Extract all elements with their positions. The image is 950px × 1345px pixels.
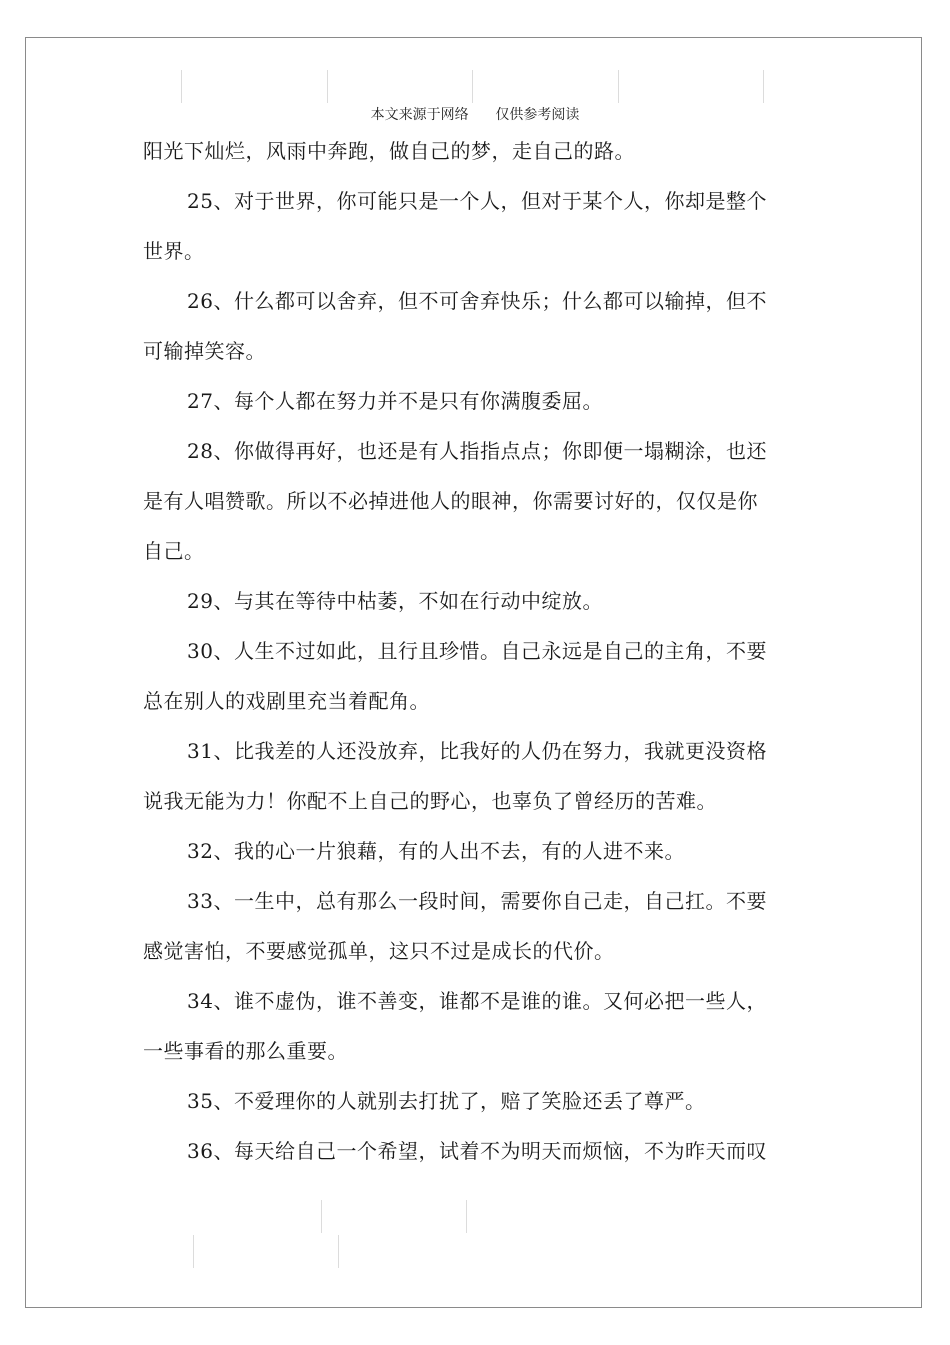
text-line: 32、我的心一片狼藉，有的人出不去，有的人进不来。 bbox=[187, 839, 685, 863]
text-line: 33、一生中，总有那么一段时间，需要你自己走，自己扛。不要 bbox=[187, 889, 767, 913]
text-line: 36、每天给自己一个希望，试着不为明天而烦恼，不为昨天而叹 bbox=[187, 1139, 767, 1163]
paragraph-30 bbox=[143, 626, 783, 726]
page-header bbox=[0, 104, 950, 124]
paragraph-33 bbox=[143, 876, 783, 976]
top-divider-1 bbox=[181, 70, 182, 103]
text-line: 35、不爱理你的人就别去打扰了，赔了笑脸还丢了尊严。 bbox=[187, 1089, 706, 1113]
text-line: 29、与其在等待中枯萎，不如在行动中绽放。 bbox=[187, 589, 603, 613]
bottom-divider-2 bbox=[466, 1200, 467, 1233]
top-divider-3 bbox=[472, 70, 473, 103]
paragraph-32 bbox=[143, 826, 783, 876]
text-line: 自己。 bbox=[143, 539, 205, 563]
text-line: 一些事看的那么重要。 bbox=[143, 1039, 348, 1063]
text-line: 世界。 bbox=[143, 239, 205, 263]
text-line: 34、谁不虚伪，谁不善变，谁都不是谁的谁。又何必把一些人， bbox=[187, 989, 767, 1013]
paragraph-31 bbox=[143, 726, 783, 826]
paragraph-34 bbox=[143, 976, 783, 1076]
text-line: 26、什么都可以舍弃，但不可舍弃快乐；什么都可以输掉，但不 bbox=[187, 289, 767, 313]
text-line: 31、比我差的人还没放弃，比我好的人仍在努力，我就更没资格 bbox=[187, 739, 767, 763]
text-line: 28、你做得再好，也还是有人指指点点；你即便一塌糊涂，也还 bbox=[187, 439, 767, 463]
paragraph-29 bbox=[143, 576, 783, 626]
text-line: 说我无能为力！你配不上自己的野心，也辜负了曾经历的苦难。 bbox=[143, 789, 717, 813]
top-divider-2 bbox=[327, 70, 328, 103]
text-line: 阳光下灿烂，风雨中奔跑，做自己的梦，走自己的路。 bbox=[143, 139, 635, 163]
bottom-divider-4 bbox=[338, 1235, 339, 1268]
paragraph-intro bbox=[143, 126, 783, 176]
bottom-divider-1 bbox=[321, 1200, 322, 1233]
paragraph-26 bbox=[143, 276, 783, 376]
paragraph-25 bbox=[143, 176, 783, 276]
text-line: 感觉害怕，不要感觉孤单，这只不过是成长的代价。 bbox=[143, 939, 615, 963]
text-line: 27、每个人都在努力并不是只有你满腹委屈。 bbox=[187, 389, 603, 413]
paragraph-36 bbox=[143, 1126, 783, 1176]
header-note: 仅供参考阅读 bbox=[495, 107, 580, 123]
text-line: 总在别人的戏剧里充当着配角。 bbox=[143, 689, 430, 713]
bottom-divider-3 bbox=[193, 1235, 194, 1268]
paragraph-27 bbox=[143, 376, 783, 426]
paragraph-28 bbox=[143, 426, 783, 576]
header-source: 本文来源于网络 bbox=[370, 107, 469, 123]
text-line: 25、对于世界，你可能只是一个人，但对于某个人，你却是整个 bbox=[187, 189, 767, 213]
paragraph-35 bbox=[143, 1076, 783, 1126]
text-line: 30、人生不过如此，且行且珍惜。自己永远是自己的主角，不要 bbox=[187, 639, 767, 663]
text-line: 可输掉笑容。 bbox=[143, 339, 266, 363]
top-divider-5 bbox=[763, 70, 764, 103]
top-divider-4 bbox=[618, 70, 619, 103]
text-line: 是有人唱赞歌。所以不必掉进他人的眼神，你需要讨好的，仅仅是你 bbox=[143, 489, 758, 513]
